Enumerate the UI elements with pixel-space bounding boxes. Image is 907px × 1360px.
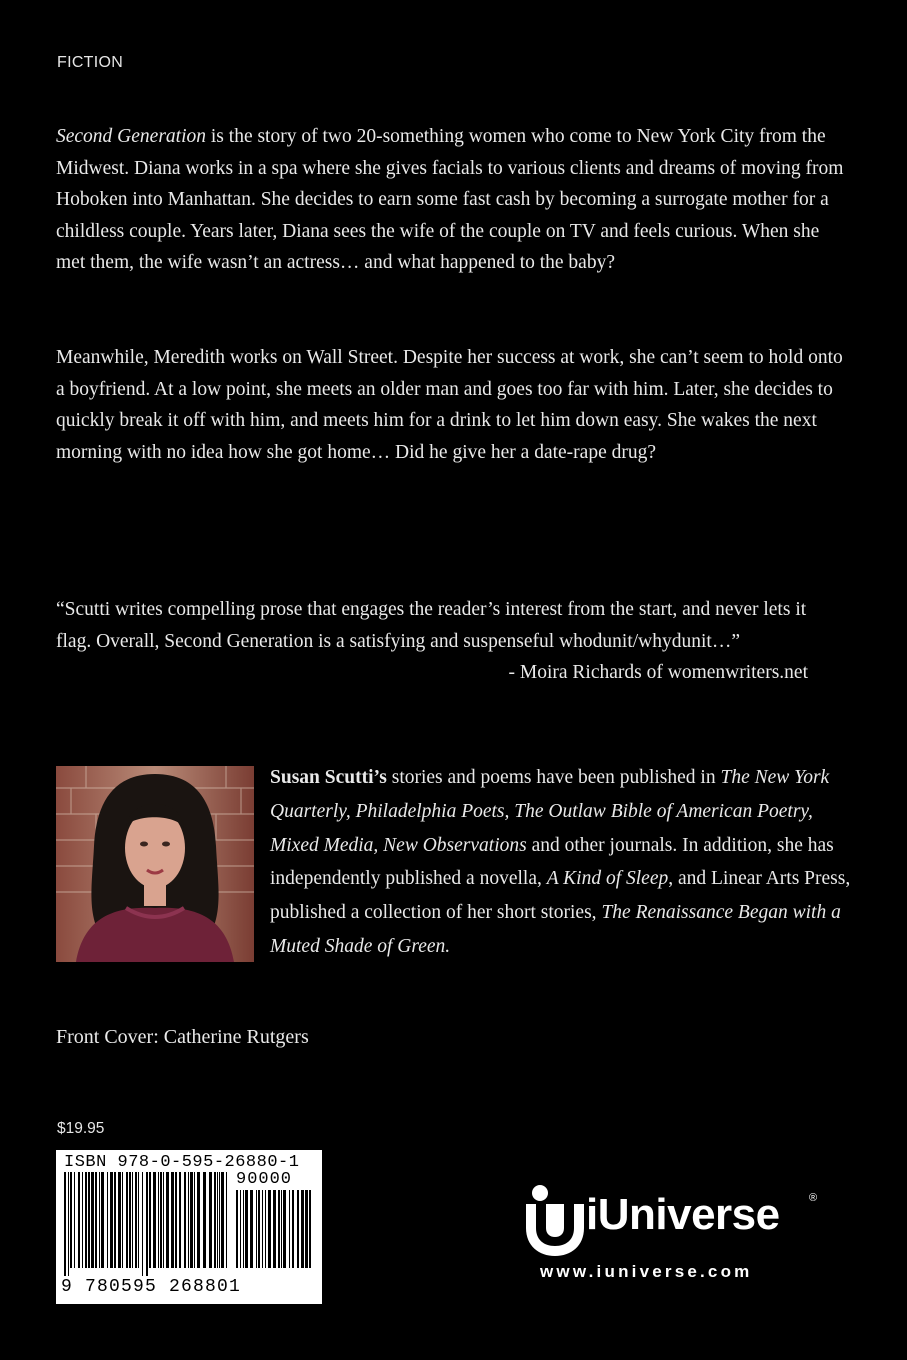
addon-barcode-bars <box>236 1190 314 1294</box>
bio-text-2: and other journals. In addition, she has independently published a novella, <box>270 834 834 890</box>
price-code: 90000 <box>236 1170 293 1189</box>
bio-text-1: stories and poems have been published in <box>386 767 721 788</box>
publisher-logo <box>524 1182 824 1292</box>
synopsis-text-1: is the story of two 20-something women who come to New York City from the Midwest. Diana works in a spa where she gives facials to various clients and dreams of moving from Hoboken into Manhattan. She decides to earn some fast cash by becoming a surrogate mother for a childless couple. Years later, Diana sees the wife of the couple on TV and feels curious. When she met them, the wife wasn’t an actress… and what happened to the baby? <box>56 126 844 274</box>
author-bio <box>270 761 860 964</box>
synopsis-paragraph-1 <box>56 121 846 279</box>
review-quote: “Scutti writes compelling prose that engages the reader’s interest from the start, and never lets it flag. Overall, Second Generation is a satisfying and suspenseful whodunit/whydunit…” <box>56 599 807 652</box>
bio-text-3: , and Linear Arts Press, published a collection of her short stories, <box>270 868 851 924</box>
ean-digits: 9 780595 268801 <box>61 1277 242 1297</box>
bio-collection-title: The Renaissance Began with a Muted Shade of Green. <box>270 902 841 957</box>
author-photo <box>56 766 254 962</box>
bio-novella-title: A Kind of Sleep <box>546 868 669 890</box>
bio-publications: The New York Quarterly, Philadelphia Poets, The Outlaw Bible of American Poetry, Mixed Media, New Observations <box>270 767 830 856</box>
price-label: $19.95 <box>57 1120 105 1137</box>
iuniverse-icon <box>524 1182 586 1256</box>
publisher-url: www.iuniverse.com <box>540 1262 753 1281</box>
front-cover-credit: Front Cover: Catherine Rutgers <box>56 1026 309 1048</box>
isbn-text: ISBN 978-0-595-26880-1 <box>64 1153 300 1172</box>
author-name: Susan Scutti’s <box>270 767 387 788</box>
synopsis-paragraph-2: Meanwhile, Meredith works on Wall Street. Despite her success at work, she can’t seem to hold onto a boyfriend. At a low point, she meets an older man and goes too far with him. Later, she decides to quickly break it off with him, and meets him for a drink to let him down easy. She wakes the next morning with no idea how she got home… Did he give her a date-rape drug? <box>56 347 843 463</box>
barcode-bars <box>64 1172 230 1276</box>
book-title: Second Generation <box>56 126 207 147</box>
review-quote-block <box>56 594 846 689</box>
isbn-barcode <box>56 1150 322 1304</box>
registered-mark: ® <box>809 1192 818 1204</box>
genre-label: FICTION <box>57 54 124 71</box>
publisher-name: iUniverse <box>586 1190 780 1239</box>
review-attribution: - Moira Richards of womenwriters.net <box>508 662 808 684</box>
